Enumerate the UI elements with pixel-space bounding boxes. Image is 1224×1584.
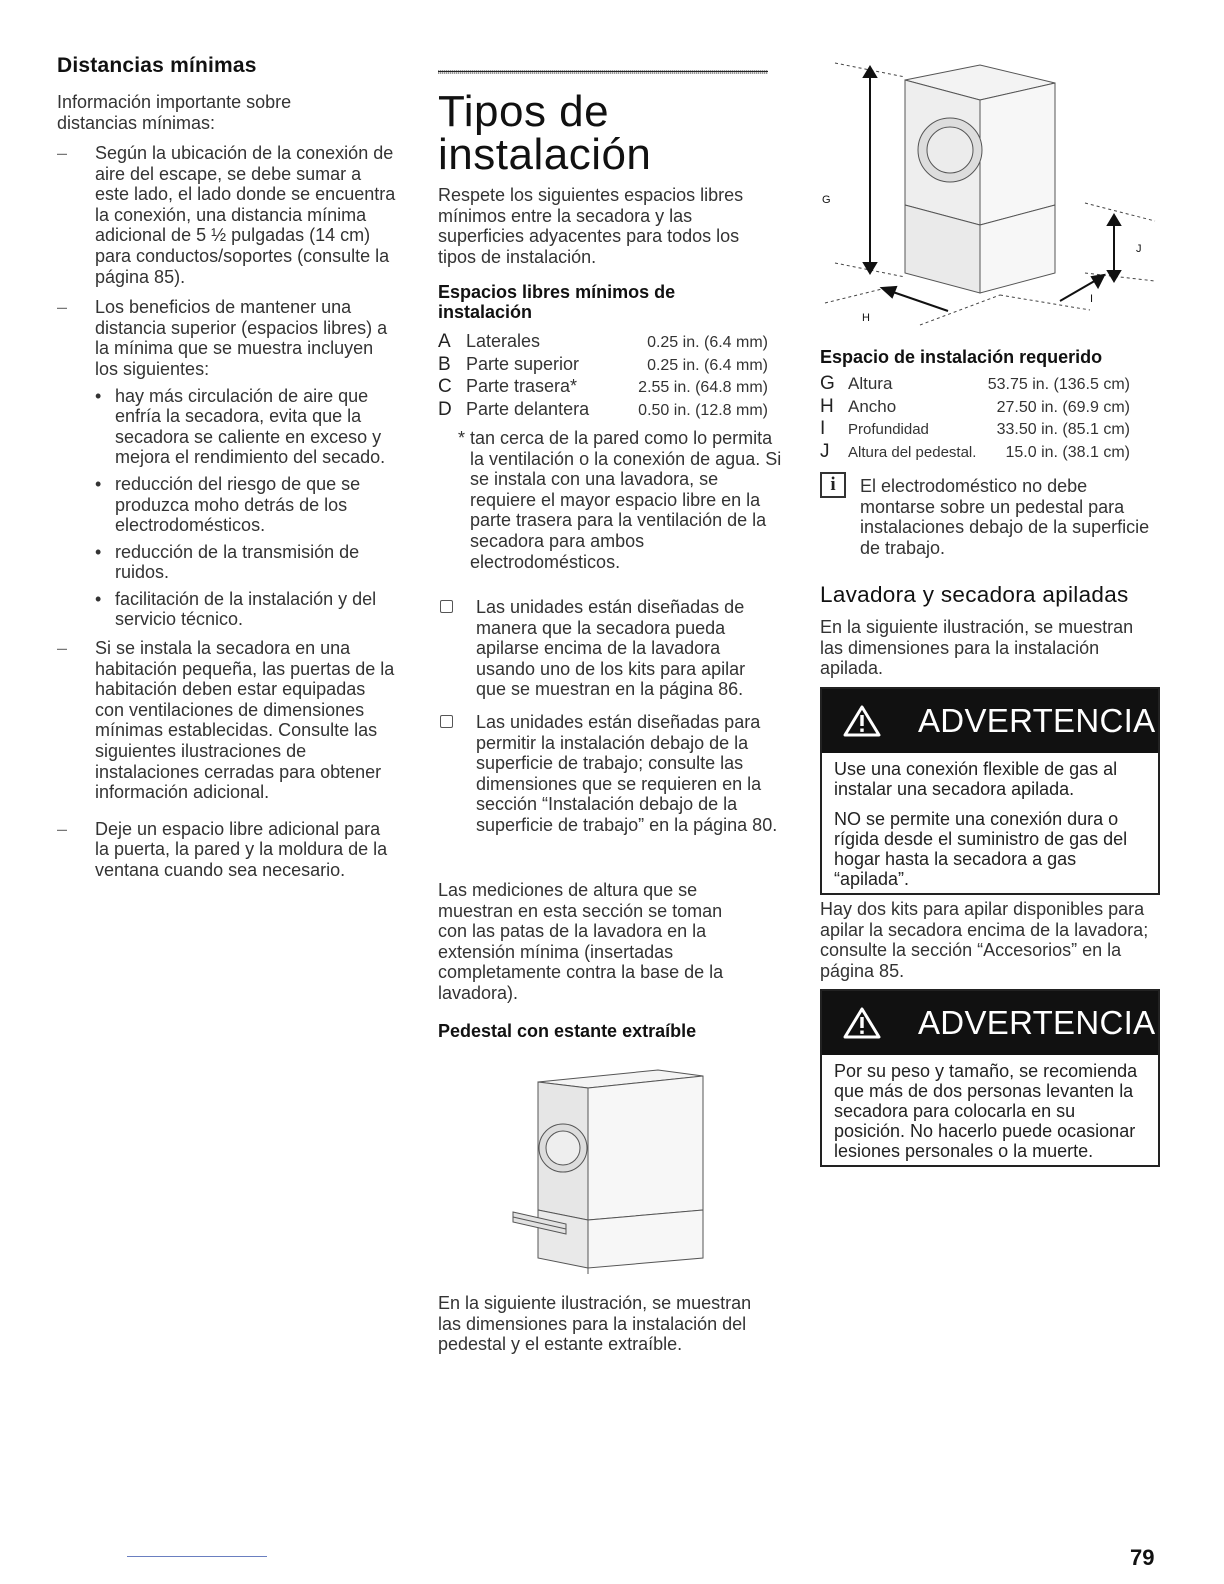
list-item: Las unidades están diseñadas para permitir la instalación debajo de la superficie de trabajo; consulte las dimensiones que se requieren en la sección “Instalación debajo de la superficie de trabajo” en la página 80.	[438, 712, 778, 836]
list-item: Las unidades están diseñadas de manera que la secadora pueda apilarse encima de la lavadora usando uno de los kits para apilar que se muestran en la página 86.	[438, 597, 778, 700]
warning-icon	[842, 1006, 882, 1040]
min-distances-list	[57, 143, 397, 881]
heights-note: Las mediciones de altura que se muestran en esta sección se toman con las patas de la lavadora en la extensión mínima (insertadas completamente contra la base de la lavadora).	[438, 880, 724, 1003]
i-label: I	[1090, 293, 1094, 305]
stacked-intro: En la siguiente ilustración, se muestran las dimensiones para la instalación apilada.	[820, 617, 1134, 679]
dryer-pedestal-dimensions-diagram	[820, 55, 1160, 340]
list-item: • reducción de la transmisión de ruidos.	[95, 542, 397, 583]
warning-body: Use una conexión flexible de gas al instalar una secadora apilada. NO se permite una conexión dura o rígida desde el suministro de gas del hogar hasta la secadora a gas “apilada”.	[834, 759, 1128, 889]
weight-warning-box	[820, 989, 1160, 1167]
list-item: • hay más circulación de aire que enfría la secadora, evita que la secadora se caliente en exceso y mejora el rendimiento del secado.	[95, 386, 397, 468]
list-item: • facilitación de la instalación y del servicio técnico.	[95, 589, 397, 630]
stacking-kits-note: Hay dos kits para apilar disponibles para apilar la secadora encima de la lavadora; consulte la sección “Accesorios” en la página 85.	[820, 899, 1149, 981]
warning-header	[822, 991, 1158, 1055]
list-item: – Según la ubicación de la conexión de aire del escape, se debe sumar a este lado, el lado donde se encuentra la conexión, una distancia mínima adicional de 5 ½ pulgadas (14 cm) para conductos/soportes (consulte la página 85).	[57, 143, 397, 287]
list-item: – Deje un espacio libre adicional para la puerta, la pared y la moldura de la ventana cuando sea necesario.	[57, 819, 397, 881]
info-icon: i	[820, 472, 846, 498]
j-label: J	[1136, 243, 1142, 255]
table-row: I Profundidad 33.50 in. (85.1 cm)	[820, 418, 1130, 439]
table-row: D Parte delantera 0.50 in. (12.8 mm)	[438, 398, 768, 420]
g-label: G	[822, 194, 831, 206]
warning-title: ADVERTENCIA	[918, 1004, 1156, 1041]
required-space-table	[820, 373, 1130, 463]
pedestal-heading: Pedestal con estante extraíble	[438, 1021, 697, 1041]
table-row: H Ancho 27.50 in. (69.9 cm)	[820, 395, 1130, 417]
table-row: C Parte trasera* 2.55 in. (64.8 mm)	[438, 376, 768, 397]
min-distances-intro: Información importante sobre distancias mínimas:	[57, 92, 292, 133]
min-distances-heading: Distancias mínimas	[57, 54, 257, 77]
list-item: – Los beneficios de mantener una distancia superior (espacios libres) a la mínima que se muestra incluyen los siguientes: • hay más circulación de aire que enfría la secadora, evita que la secadora se caliente en exceso y mejora el rendimiento del secado. • reducción del riesgo de que se produzca moho detrás de los electrodomésticos. • reducción de la transmisión de ruidos. • facilitación de la instalación y del servicio técnico.	[57, 297, 397, 630]
list-item: – Si se instala la secadora en una habitación pequeña, las puertas de la habitación deben estar equipadas con ventilaciones de dimensiones mínimas establecidas. Consulte las siguientes ilustraciones de instalaciones cerradas para obtener información adicional.	[57, 638, 397, 803]
table-row: A Laterales 0.25 in. (6.4 mm)	[438, 331, 768, 352]
clearances-heading: Espacios libres mínimos de instalación	[438, 282, 676, 322]
warning-body: Por su peso y tamaño, se recomienda que más de dos personas levanten la secadora para colocarla en su posición. No hacerlo puede ocasionar lesiones personales o la muerte.	[834, 1061, 1138, 1161]
title-rule-line	[438, 71, 768, 72]
pedestal-info-note: El electrodoméstico no debe montarse sobre un pedestal para instalaciones debajo de la superficie de trabajo.	[860, 476, 1150, 558]
warning-icon	[842, 704, 882, 738]
table-row: G Altura 53.75 in. (136.5 cm)	[820, 373, 1130, 394]
table-row: J Altura del pedestal. 15.0 in. (38.1 cm)	[820, 440, 1130, 462]
stacked-heading: Lavadora y secadora apiladas	[820, 582, 1129, 607]
warning-header	[822, 689, 1158, 753]
page-number: 79	[1130, 1545, 1155, 1570]
pedestal-dryer-illustration	[508, 1060, 708, 1280]
h-label: H	[862, 312, 870, 324]
benefits-list	[95, 386, 397, 631]
clearances-intro: Respete los siguientes espacios libres mínimos entre la secadora y las superficies adyacentes para todos los tipos de instalación.	[438, 185, 744, 267]
install-options-list	[438, 597, 778, 848]
gas-warning-box	[820, 687, 1160, 895]
warning-title: ADVERTENCIA	[918, 702, 1156, 739]
clearance-footnote: * tan cerca de la pared como lo permita la ventilación o la conexión de agua. Si se instala con una lavadora, se requiere el mayor espacio libre en la parte trasera para la ventilación de la secadora para ambos electrodomésticos.	[458, 428, 782, 572]
footer-rule	[127, 1556, 267, 1557]
required-space-heading: Espacio de instalación requerido	[820, 347, 1103, 367]
clearances-table	[438, 331, 768, 421]
list-item: • reducción del riesgo de que se produzca moho detrás de los electrodomésticos.	[95, 474, 397, 536]
pedestal-caption: En la siguiente ilustración, se muestran las dimensiones para la instalación del pedestal y el estante extraíble.	[438, 1293, 752, 1355]
page-title: Tipos de instalación	[438, 87, 652, 179]
table-row: B Parte superior 0.25 in. (6.4 mm)	[438, 353, 768, 375]
